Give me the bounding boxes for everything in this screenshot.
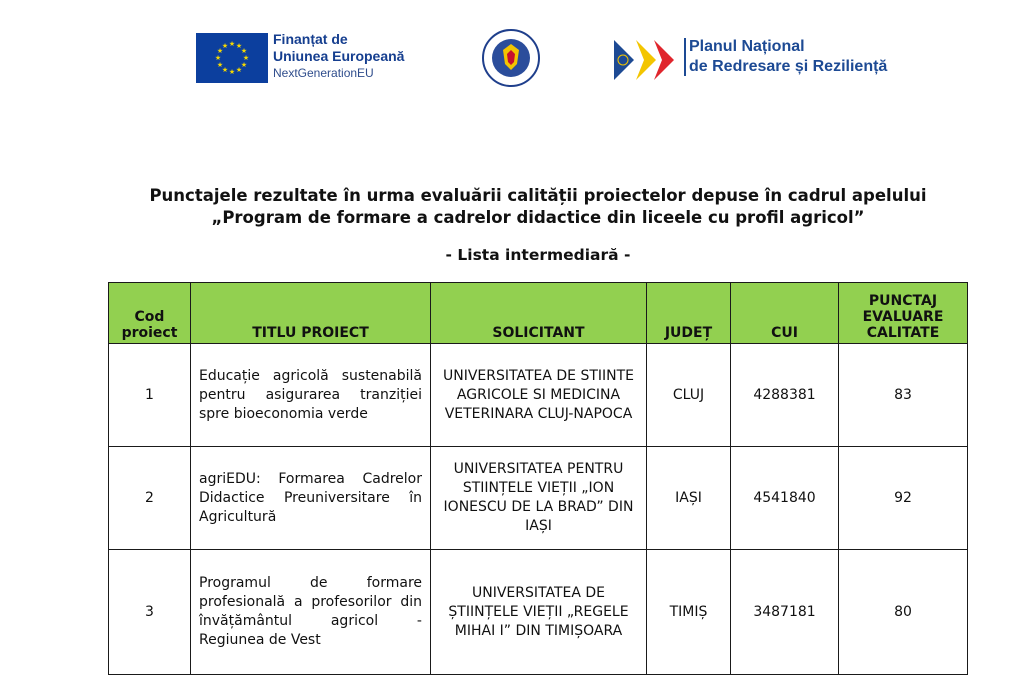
svg-text:★: ★ [228,68,236,76]
cell-punctaj: 83 [839,344,968,447]
cell-punctaj: 80 [839,550,968,675]
government-seal-icon [481,28,541,88]
eu-funding-text [273,31,404,81]
col-header-cui: CUI [731,283,839,344]
svg-text:★: ★ [228,40,236,48]
svg-text:★: ★ [216,61,224,69]
svg-text:★: ★ [242,54,250,62]
cell-cui: 3487181 [731,550,839,675]
cell-titlu: Programul de formare profesională a profesorilor din învățământul agricol - Regiunea de Vest [191,550,431,675]
cell-judet: IAȘI [647,447,731,550]
svg-text:★: ★ [240,61,248,69]
document-title: Punctajele rezultate în urma evaluării calității proiectelor depuse în cadrul apelului „Program de formare a cadrelor didactice din liceele cu profil agricol” [149,186,927,227]
cell-cod: 1 [109,344,191,447]
table-row [109,344,968,447]
document-subtitle: - Lista intermediară - [445,246,631,264]
cell-cui: 4288381 [731,344,839,447]
cell-cui: 4541840 [731,447,839,550]
eu-line3: NextGenerationEU [273,66,374,80]
svg-text:★: ★ [221,66,229,74]
svg-text:★: ★ [214,54,222,62]
cell-cod: 2 [109,447,191,550]
cell-judet: TIMIȘ [647,550,731,675]
eu-flag-icon [196,33,268,83]
eu-line2: Uniunea Europeană [273,48,405,64]
svg-text:★: ★ [235,42,243,50]
table-row [109,550,968,675]
col-header-punctaj: PUNCTAJ EVALUARE CALITATE [839,283,968,344]
svg-text:★: ★ [216,47,224,55]
eu-line1: Finanțat de [273,31,348,47]
cell-solicitant: UNIVERSITATEA DE STIINTE AGRICOLE SI MEDICINA VETERINARA CLUJ-NAPOCA [431,344,647,447]
svg-text:★: ★ [221,42,229,50]
col-header-solicitant: SOLICITANT [431,283,647,344]
cell-titlu: agriEDU: Formarea Cadrelor Didactice Preuniversitare în Agricultură [191,447,431,550]
pnrr-title [689,37,887,77]
cell-judet: CLUJ [647,344,731,447]
cell-solicitant: UNIVERSITATEA PENTRU STIINȚELE VIEȚII „ION IONESCU DE LA BRAD” DIN IAȘI [431,447,647,550]
col-header-judet: JUDEȚ [647,283,731,344]
svg-text:★: ★ [235,66,243,74]
col-header-titlu: TITLU PROIECT [191,283,431,344]
header-logos [0,0,1024,110]
table-header-row [109,283,968,344]
pnrr-line1: Planul Național [689,38,805,55]
cell-solicitant: UNIVERSITATEA DE ȘTIINȚELE VIEȚII „REGELE MIHAI I” DIN TIMIȘOARA [431,550,647,675]
cell-titlu: Educație agricolă sustenabilă pentru asigurarea tranziției spre bioeconomia verde [191,344,431,447]
col-header-cod: Cod proiect [109,283,191,344]
pnrr-line2: de Redresare și Reziliență [689,58,888,75]
svg-text:★: ★ [240,47,248,55]
evaluation-table [108,282,968,675]
pnrr-logo-icon [614,40,682,80]
table-row [109,447,968,550]
pnrr-divider [684,38,686,76]
cell-cod: 3 [109,550,191,675]
cell-punctaj: 92 [839,447,968,550]
